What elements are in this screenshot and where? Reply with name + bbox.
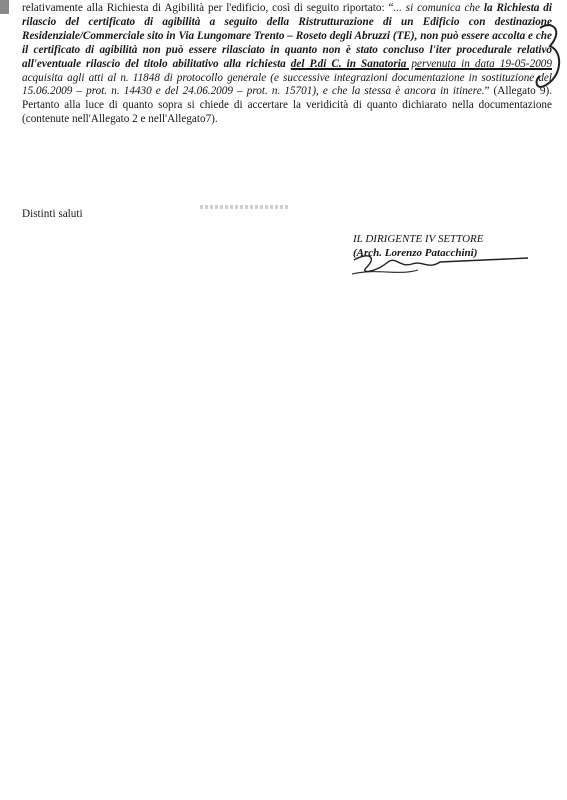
quote-bold-underlined: del P.di C. in Sanatoria	[290, 57, 407, 70]
signatory-name: (Arch. Lorenzo Patacchini)	[353, 247, 478, 259]
intro-text: relativamente alla Richiesta di Agibilità per l'edificio, così di seguito riportato: “	[22, 2, 394, 14]
letter-body	[22, 2, 552, 127]
closing-salutation: Distinti saluti	[22, 208, 83, 220]
signatory-title: IL DIRIGENTE IV SETTORE	[353, 233, 484, 245]
handwritten-signature	[348, 250, 548, 278]
quote-underlined-date: pervenuta in data 19-05-2009	[406, 57, 552, 70]
quote-bold-text: la Richiesta di rilascio del certificato di agibilità a seguito della Ristrutturazione di un Edificio con destinazione Residenziale/Commerciale sito in Via Lungomare Trento – Roseto degli Abruzzi (TE), non può essere accolta e che il certificato di agibilità non può essere rilasciato in quanto non è stato concluso l'iter procedurale relativo all'eventuale rilascio del titolo abilitativo alla richiesta	[22, 2, 552, 70]
quote-rest: acquisita agli atti al n. 11848 di protocollo generale (e successive integrazioni documentazione in sostituzione del 15.06.2009 – prot. n. 14430 e del 24.06.2009 – prot. n. 15701), e che la stessa è ancora in itinere.	[22, 71, 552, 98]
after-quote-text: ” (Allegato 9). Pertanto alla luce di quanto sopra si chiede di accertare la veridicità di quanto dichiarato nella documentazione (contenute nell'Allegato 2 e nell'Allegato7).	[22, 85, 552, 126]
quote-opening: ... si comunica che	[393, 2, 480, 14]
faint-stamp-trace	[200, 205, 288, 209]
handwritten-page-number-3	[530, 20, 566, 92]
scan-corner-mark	[0, 0, 9, 14]
